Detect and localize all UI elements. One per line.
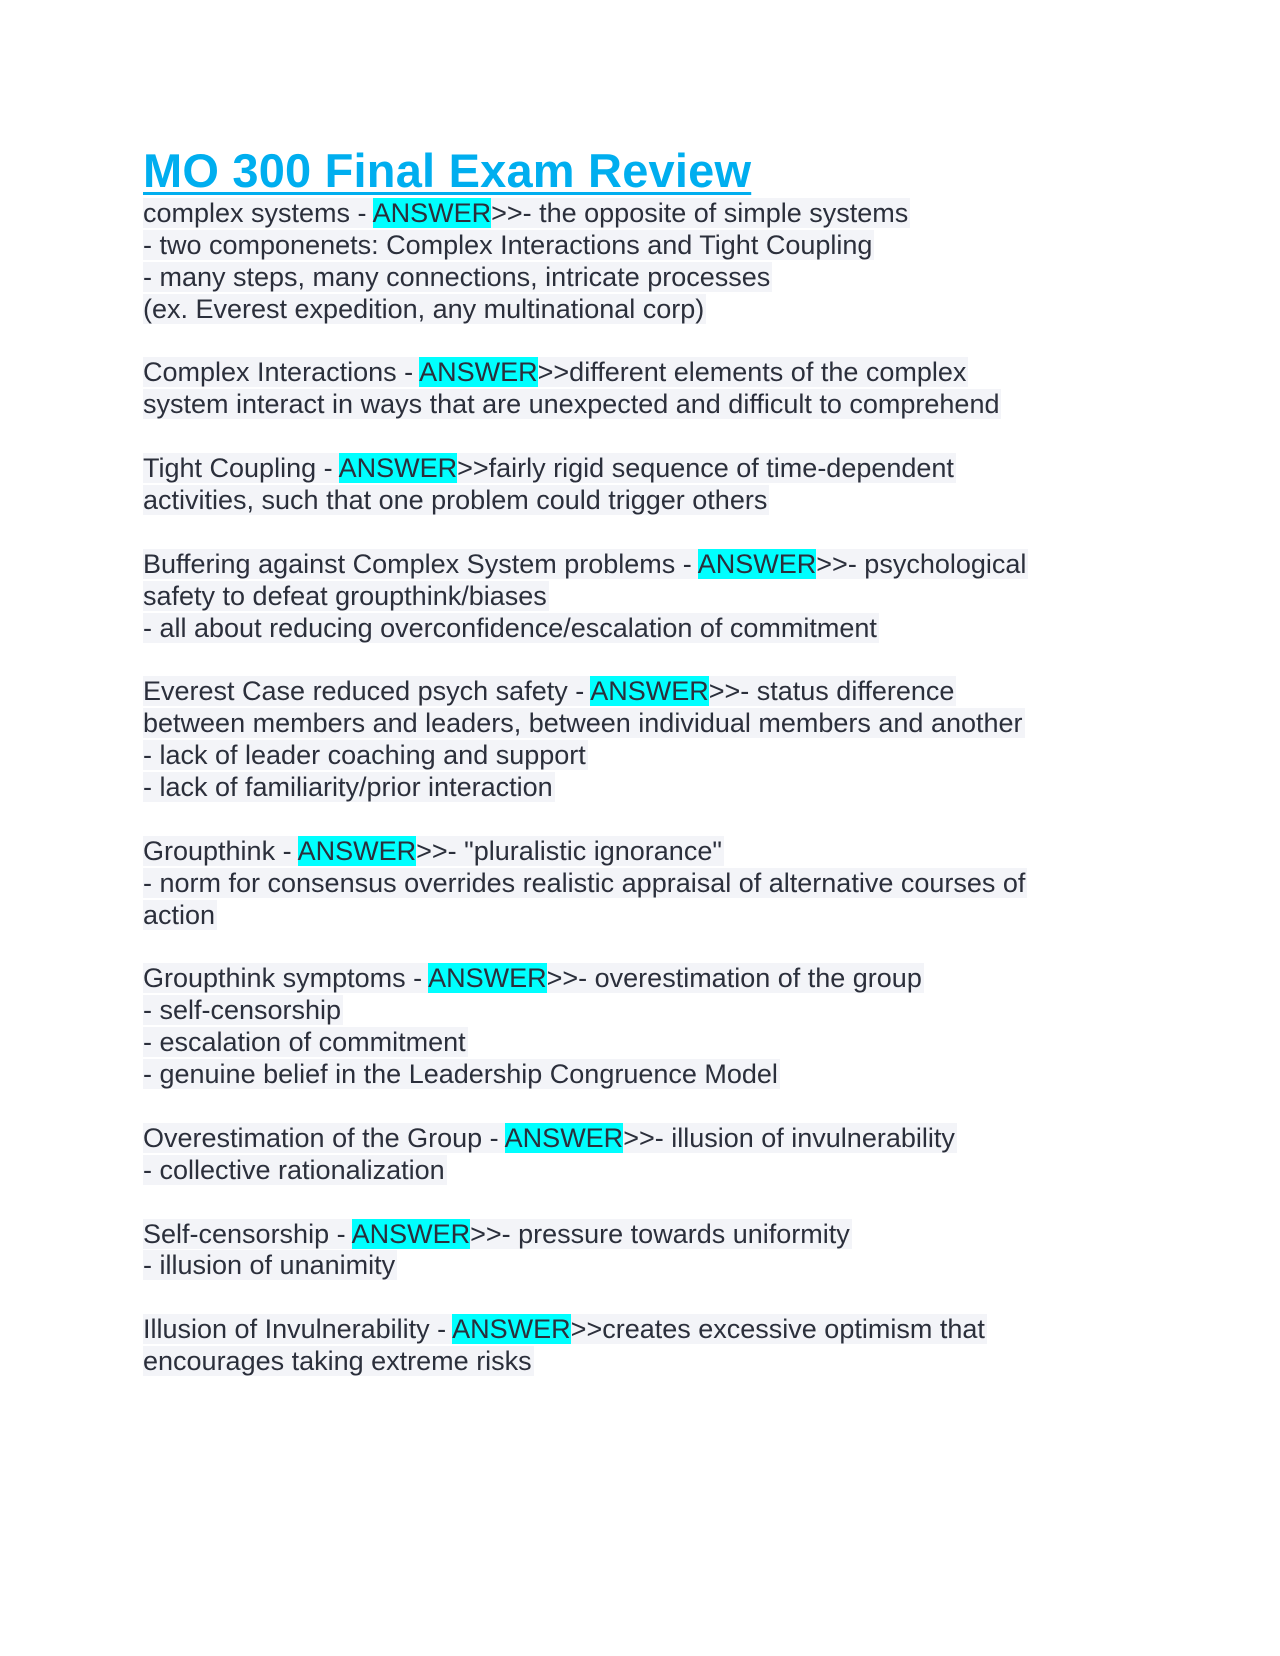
entry-line-text: - self-censorship — [143, 995, 342, 1026]
entry-answer-start: >>- overestimation of the group — [546, 963, 922, 994]
entry-line-text — [143, 1314, 987, 1344]
entry-term: Overestimation of the Group - — [143, 1122, 505, 1153]
entry-line — [143, 740, 1028, 772]
entry-term: Tight Coupling - — [143, 453, 339, 484]
answer-highlight: ANSWER — [428, 963, 547, 994]
entry-line-text: - many steps, many connections, intricate processes — [143, 261, 771, 292]
answer-highlight: ANSWER — [372, 198, 492, 228]
entry-line-text — [143, 1123, 957, 1153]
blank-line — [143, 644, 1028, 676]
entry-line-text: - norm for consensus overrides realistic appraisal of alternative courses of — [143, 867, 1026, 898]
entry-first-line — [143, 453, 1028, 485]
entry-answer-start: >>- "pluralistic ignorance" — [416, 835, 722, 866]
entry-line-text — [143, 1219, 852, 1249]
entry-line — [143, 581, 1028, 613]
entry-term: Illusion of Invulnerability - — [143, 1314, 453, 1345]
entry-line-text — [143, 357, 968, 387]
entry-term: Buffering against Complex System problems - — [143, 548, 698, 579]
blank-line — [143, 931, 1028, 963]
entry-line-text: - genuine belief in the Leadership Congruence Model — [143, 1059, 778, 1090]
entry-line-text: (ex. Everest expedition, any multinational corp) — [143, 293, 705, 324]
entry-line — [143, 1027, 1028, 1059]
entry-line-text: - all about reducing overconfidence/escalation of commitment — [143, 612, 877, 643]
entry-line — [143, 485, 1028, 517]
answer-highlight: ANSWER — [351, 1218, 471, 1249]
blank-line — [143, 1187, 1028, 1219]
blank-line — [143, 804, 1028, 836]
entry-term: Self-censorship - — [143, 1218, 352, 1249]
entry-line-text — [143, 836, 724, 866]
blank-line — [143, 326, 1028, 358]
entry-line-text — [143, 549, 1028, 579]
answer-highlight: ANSWER — [504, 1122, 624, 1153]
entry-line — [143, 1155, 1028, 1187]
entry-answer-start: >>- psychological — [816, 548, 1027, 579]
entry-line — [143, 772, 1028, 804]
entry-first-line — [143, 357, 1028, 389]
entry-first-line — [143, 963, 1028, 995]
answer-highlight: ANSWER — [452, 1314, 571, 1345]
entry-line-text: system interact in ways that are unexpected and difficult to comprehend — [143, 389, 1000, 420]
entry-line — [143, 389, 1028, 421]
entry-term: Groupthink - — [143, 835, 298, 866]
document-title: MO 300 Final Exam Review — [143, 144, 752, 197]
entry-line-text: safety to defeat groupthink/biases — [143, 580, 547, 611]
entry-line-text: - illusion of unanimity — [143, 1250, 396, 1281]
entry-answer-start: >>- illusion of invulnerability — [623, 1122, 955, 1153]
entry-first-line — [143, 1314, 1028, 1346]
entry-line — [143, 1346, 1028, 1378]
entry-line — [143, 1059, 1028, 1091]
entry-answer-start: >>- the opposite of simple systems — [491, 198, 909, 228]
blank-line — [143, 1091, 1028, 1123]
entry-line-text: action — [143, 899, 216, 930]
entry-line — [143, 1250, 1028, 1282]
entry-line — [143, 708, 1028, 740]
blank-line — [143, 1282, 1028, 1314]
entry-answer-start: >>- status difference — [708, 676, 955, 707]
entry-answer-start: >>creates excessive optimism that — [570, 1314, 985, 1345]
entry-line-text — [143, 676, 956, 706]
entry-line-text: encourages taking extreme risks — [143, 1346, 532, 1377]
entry-line-text: - two componenets: Complex Interactions and Tight Coupling — [143, 229, 873, 260]
entry-first-line — [143, 198, 1028, 230]
blank-line — [143, 421, 1028, 453]
answer-highlight: ANSWER — [697, 548, 817, 579]
entry-line — [143, 995, 1028, 1027]
entry-answer-start: >>different elements of the complex — [537, 357, 967, 388]
answer-highlight: ANSWER — [419, 357, 538, 388]
entry-line-text: - lack of familiarity/prior interaction — [143, 772, 553, 803]
entry-line-text: - collective rationalization — [143, 1154, 445, 1185]
entry-first-line — [143, 1123, 1028, 1155]
entry-term: Groupthink symptoms - — [143, 963, 429, 994]
entry-first-line — [143, 549, 1028, 581]
entry-line — [143, 900, 1028, 932]
document-body — [143, 198, 1028, 1378]
answer-highlight: ANSWER — [297, 835, 417, 866]
entry-answer-start: >>fairly rigid sequence of time-dependent — [457, 453, 954, 484]
entry-line — [143, 262, 1028, 294]
entry-line-text: activities, such that one problem could trigger others — [143, 485, 768, 516]
entry-line-text: - escalation of commitment — [143, 1027, 466, 1058]
entry-line-text — [143, 453, 956, 483]
entry-line — [143, 868, 1028, 900]
entry-first-line — [143, 676, 1028, 708]
answer-highlight: ANSWER — [338, 453, 458, 484]
entry-line-text: between members and leaders, between individual members and another — [143, 708, 1023, 739]
entry-line-text: - lack of leader coaching and support — [143, 740, 586, 771]
entry-answer-start: >>- pressure towards uniformity — [470, 1218, 850, 1249]
entry-term: Complex Interactions - — [143, 357, 420, 388]
entry-line-text — [143, 198, 910, 228]
entry-line — [143, 294, 1028, 326]
blank-line — [143, 517, 1028, 549]
entry-line — [143, 230, 1028, 262]
entry-line — [143, 613, 1028, 645]
entry-first-line — [143, 1219, 1028, 1251]
entry-term: Everest Case reduced psych safety - — [143, 676, 591, 707]
entry-first-line — [143, 836, 1028, 868]
entry-term: complex systems - — [143, 198, 373, 228]
entry-line-text — [143, 963, 924, 993]
answer-highlight: ANSWER — [590, 676, 709, 707]
